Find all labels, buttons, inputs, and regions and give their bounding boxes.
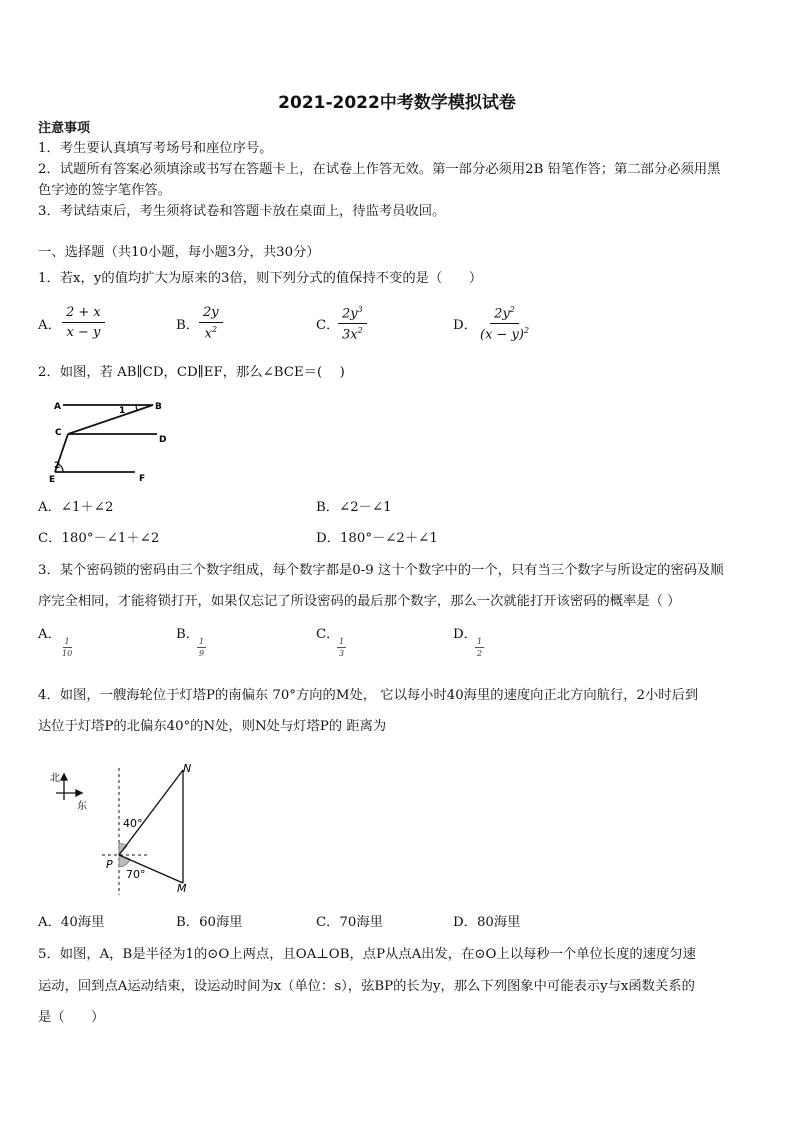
denominator: x − y	[66, 325, 101, 340]
q1-label-d: D．	[453, 318, 477, 333]
note-3: 3．考试结束后，考生须将试卷和答题卡放在桌面上，待监考员收回。	[38, 204, 446, 219]
label-f: F	[139, 474, 146, 484]
angle-40-label: 40°	[123, 817, 143, 830]
q1-option-d-fraction	[476, 305, 533, 343]
q1-label-b: B．	[176, 318, 200, 333]
q3-label-a: A．	[38, 627, 61, 642]
q3-label-d: D．	[453, 627, 477, 642]
east-label: 东	[77, 801, 87, 812]
numerator: $2y^3$	[338, 305, 367, 324]
segment-pn	[119, 770, 183, 855]
angle-1-label: 1	[119, 406, 126, 416]
q2-option-c: C．180°－∠1＋∠2	[38, 531, 160, 546]
q5-line3: 是（ ）	[38, 1010, 105, 1025]
q4-option-d: D．80海里	[453, 915, 521, 930]
q3-label-c: C．	[316, 627, 340, 642]
label-m: M	[177, 882, 187, 895]
q4-option-c: C．70海里	[316, 915, 383, 930]
north-arrow-icon	[61, 774, 67, 780]
numerator: 2y	[199, 305, 223, 323]
q2-option-d: D．180°－∠2＋∠1	[316, 531, 438, 546]
q4-option-b: B．60海里	[176, 915, 243, 930]
q1-stem: 1．若x，y的值均扩大为原来的3倍，则下列分式的值保持不变的是（ ）	[38, 271, 483, 286]
angle-2-label: 2	[54, 461, 61, 471]
numerator: 2 + x	[62, 305, 105, 323]
q1-label-a: A．	[38, 318, 61, 333]
q3-line2: 序完全相同，才能将锁打开，如果仅忘记了所设密码的最后那个数字，那么一次就能打开该密码的概率是（ ）	[38, 594, 681, 609]
label-a: A	[54, 402, 61, 412]
label-d: D	[159, 435, 167, 445]
q3-line1: 3．某个密码锁的密码由三个数字组成，每个数字都是0-9 这十个数字中的一个，只有当三个数字与所设定的密码及顺	[38, 563, 724, 578]
note-1: 1．考生要认真填写考场号和座位序号。	[38, 141, 273, 156]
q5-line1: 5．如图，A，B是半径为1的⊙O上两点，且OA⊥OB，点P从点A出发，在⊙O上以每秒一个单位长度的速度匀速	[38, 947, 696, 962]
q3-option-a-fraction: $\frac{1}{10}$	[62, 637, 73, 658]
q3-option-c-fraction: $\frac{1}{3}$	[339, 637, 345, 658]
exam-title: 2021-2022中考数学模拟试卷	[278, 93, 516, 113]
q2-stem: 2．如图，若 AB∥CD，CD∥EF，那么∠BCE＝( )	[38, 365, 345, 380]
q5-line2: 运动，回到点A运动结束，设运动时间为x（单位：s），弦BP的长为y，那么下列图象中可能表示y与x函数关系的	[38, 979, 695, 994]
angle-70-label: 70°	[126, 868, 146, 881]
q3-label-b: B．	[176, 627, 200, 642]
segment-bc	[68, 405, 153, 434]
q4-line1: 4．如图，一艘海轮位于灯塔P的南偏东 70°方向的M处， 它以每小时40海里的速度向正北方向航行，2小时后到	[38, 688, 699, 703]
notes-heading: 注意事项	[38, 121, 91, 136]
note-2-line1: 2．试题所有答案必须填涂或书写在答题卡上，在试卷上作答无效。第一部分必须用2B 铅笔作答；第二部分必须用黑	[38, 162, 721, 177]
q3-option-b-fraction: $\frac{1}{9}$	[199, 637, 205, 658]
label-e: E	[49, 475, 56, 485]
q2-parallel-lines-figure	[40, 390, 180, 485]
label-b: B	[155, 402, 162, 412]
east-arrow-icon	[76, 790, 82, 796]
q3-option-d-fraction: $\frac{1}{2}$	[477, 637, 483, 658]
q2-option-b: B．∠2－∠1	[316, 500, 392, 515]
denominator: $(x - y)^2$	[480, 326, 530, 343]
q1-label-c: C．	[316, 318, 340, 333]
q1-option-a-fraction	[62, 305, 105, 340]
note-2-line2: 色字迹的签字笔作答。	[38, 183, 171, 198]
north-label: 北	[50, 773, 60, 784]
label-p: P	[106, 858, 113, 871]
q1-option-c-fraction	[338, 305, 367, 343]
q4-lighthouse-figure	[40, 760, 220, 900]
q4-option-a: A．40海里	[38, 915, 105, 930]
label-n: N	[183, 762, 192, 775]
label-c: C	[55, 428, 62, 438]
section-heading: 一、选择题（共10小题，每小题3分，共30分）	[38, 245, 320, 260]
q2-option-a: A．∠1＋∠2	[38, 500, 114, 515]
numerator: $2y^2$	[490, 305, 519, 324]
q4-line2: 达位于灯塔P的北偏东40°的N处，则N处与灯塔P的 距离为	[38, 719, 387, 734]
denominator: $x^2$	[204, 325, 218, 342]
denominator: $3x^2$	[342, 326, 363, 343]
q1-option-b-fraction	[199, 305, 223, 341]
